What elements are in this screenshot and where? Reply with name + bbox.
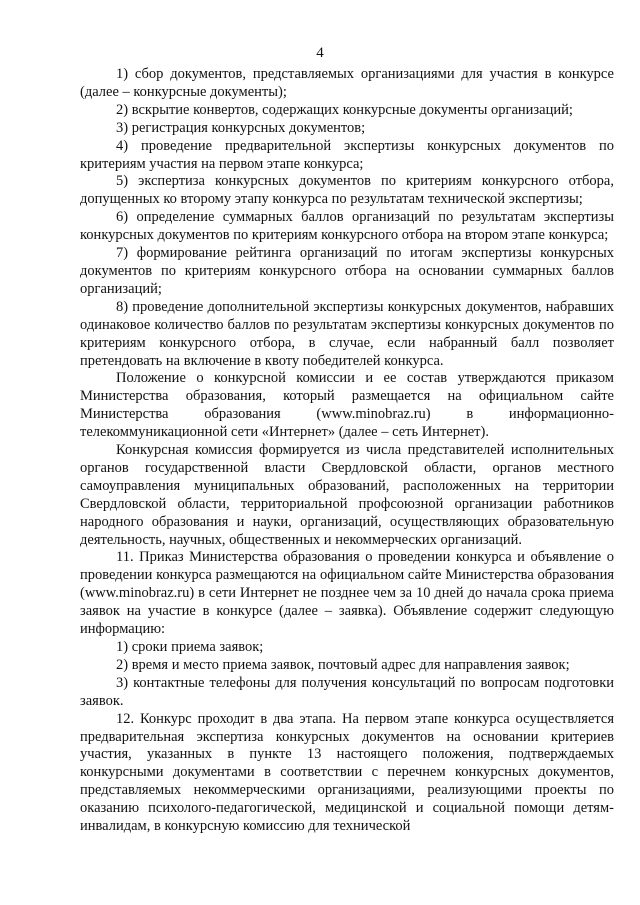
paragraph-item-1: 1) сбор документов, представляемых организациями для участия в конкурсе (далее – конкурсные документы); [80, 66, 614, 100]
document-body [80, 66, 614, 836]
page-number: 4 [316, 45, 324, 61]
paragraph-item-8: 8) проведение дополнительной экспертизы конкурсных документов, набравших одинаковое количество баллов по результатам экспертизы конкурсных документов по критериям конкурсного отбора, в случае, если набранный балл позволяет претендовать на включение в квоту победителей конкурса. [80, 298, 614, 369]
paragraph-section-12: 12. Конкурс проходит в два этапа. На первом этапе конкурса осуществляется предварительная экспертиза конкурсных документов на основании критериев участия, указанных в пункте 13 настоящего положения, подтверждаемых конкурсными документами в соответствии с перечнем конкурсных документов, представляемых некоммерческими организациями, реализующими проекты по оказанию психолого-педагогической, медицинской и социальной помощи детям-инвалидам, в конкурсную комиссию для технической [80, 710, 614, 835]
paragraph-item-5: 5) экспертиза конкурсных документов по критериям конкурсного отбора, допущенных ко второму этапу конкурса по результатам технической экспертизы; [80, 173, 614, 208]
paragraph-announcement-item-2: 2) время и место приема заявок, почтовый адрес для направления заявок; [116, 656, 570, 673]
paragraph-item-2: 2) вскрытие конвертов, содержащих конкурсные документы организаций; [116, 101, 573, 118]
paragraph-item-6: 6) определение суммарных баллов организаций по результатам экспертизы конкурсных документов по критериям конкурсного отбора на втором этапе конкурса; [80, 209, 614, 244]
paragraph-item-4: 4) проведение предварительной экспертизы конкурсных документов по критериям участия на первом этапе конкурса; [80, 137, 614, 172]
paragraph-item-7: 7) формирование рейтинга организаций по итогам экспертизы конкурсных документов по критериям конкурсного отбора на основании суммарных баллов организаций; [80, 245, 614, 297]
paragraph-commission-composition: Конкурсная комиссия формируется из числа представителей исполнительных органов государственной власти Свердловской области, органов местного самоуправления муниципальных образований, расположенных на территории Свердловской области, территориальной профсоюзной организации работников народного образования и науки, организаций, осуществляющих образовательную деятельность, научных, общественных и некоммерческих организаций. [80, 442, 614, 548]
paragraph-announcement-item-1: 1) сроки приема заявок; [116, 639, 264, 655]
paragraph-item-3: 3) регистрация конкурсных документов; [116, 119, 366, 136]
paragraph-commission-regulation: Положение о конкурсной комиссии и ее состав утверждаются приказом Министерства образования, который размещается на официальном сайте Министерства образования (www.minobraz.ru) в информационно-телекоммуникационной сети «Интернет» (далее – сеть Интернет). [80, 370, 614, 441]
paragraph-announcement-item-3: 3) контактные телефоны для получения консультаций по вопросам подготовки заявок. [80, 674, 614, 709]
paragraph-section-11: 11. Приказ Министерства образования о проведении конкурса и объявление о проведении конкурса размещаются на официальном сайте Министерства образования (www.minobraz.ru) в сети Интернет не позднее чем за 10 дней до начала срока приема заявок на участие в конкурсе (далее – заявка). Объявление содержит следующую информацию: [80, 549, 614, 638]
